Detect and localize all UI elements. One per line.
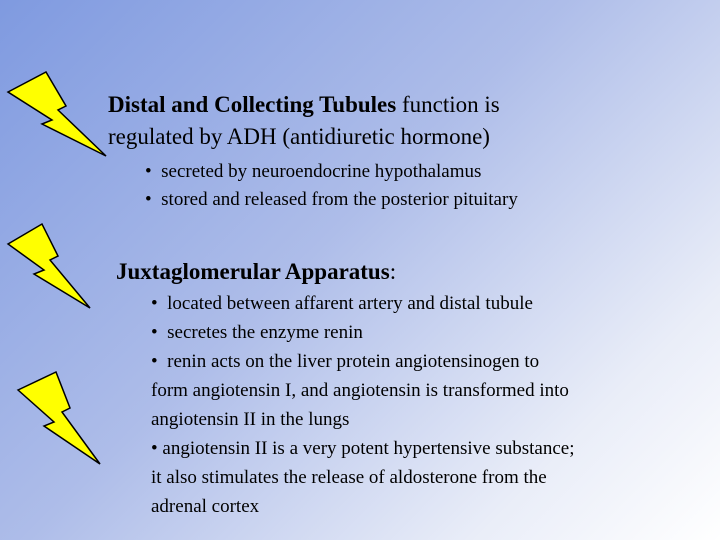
bullet-text: angiotensin II is a very potent hypertensive substance; [162, 438, 575, 459]
section2-bullet-list [151, 289, 711, 521]
bullet-marker: • [151, 351, 158, 372]
bullet-marker: • [145, 189, 152, 210]
bullet-text: angiotensin II in the lungs [151, 409, 350, 430]
bullet-text: adrenal cortex [151, 496, 260, 517]
list-item [145, 158, 705, 186]
bullet-text: located between affarent artery and distal tubule [167, 293, 533, 314]
bullet-text: renin acts on the liver protein angiotensinogen to [167, 351, 540, 372]
section2-title-colon: : [389, 259, 397, 284]
bullet-text: secreted by neuroendocrine hypothalamus [161, 161, 482, 182]
lightning-bolt-icon [6, 70, 108, 162]
section1-title-rest: function is [396, 92, 500, 117]
list-item [151, 347, 711, 434]
section2-title: Juxtaglomerular Apparatus [116, 259, 390, 284]
bullet-text: secretes the enzyme renin [167, 322, 363, 343]
lightning-bolt-icon [6, 222, 92, 312]
section2-heading [116, 256, 676, 288]
list-item [151, 289, 711, 318]
section1-heading [108, 89, 708, 153]
bullet-text: it also stimulates the release of aldosterone from the [151, 467, 547, 488]
bullet-marker: • [145, 161, 152, 182]
list-item [151, 318, 711, 347]
bullet-marker: • [151, 293, 158, 314]
list-item [145, 186, 705, 214]
bullet-marker: • [151, 438, 158, 459]
bullet-text: stored and released from the posterior pituitary [161, 189, 518, 210]
section1-title-line2: regulated by ADH (antidiuretic hormone) [108, 124, 490, 149]
lightning-bolt-icon [16, 370, 102, 466]
list-item [151, 434, 711, 521]
bullet-marker: • [151, 322, 158, 343]
bullet-text: form angiotensin I, and angiotensin is transformed into [151, 380, 569, 401]
section1-title-bold: Distal and Collecting Tubules [108, 92, 397, 117]
section1-bullet-list [145, 158, 705, 214]
